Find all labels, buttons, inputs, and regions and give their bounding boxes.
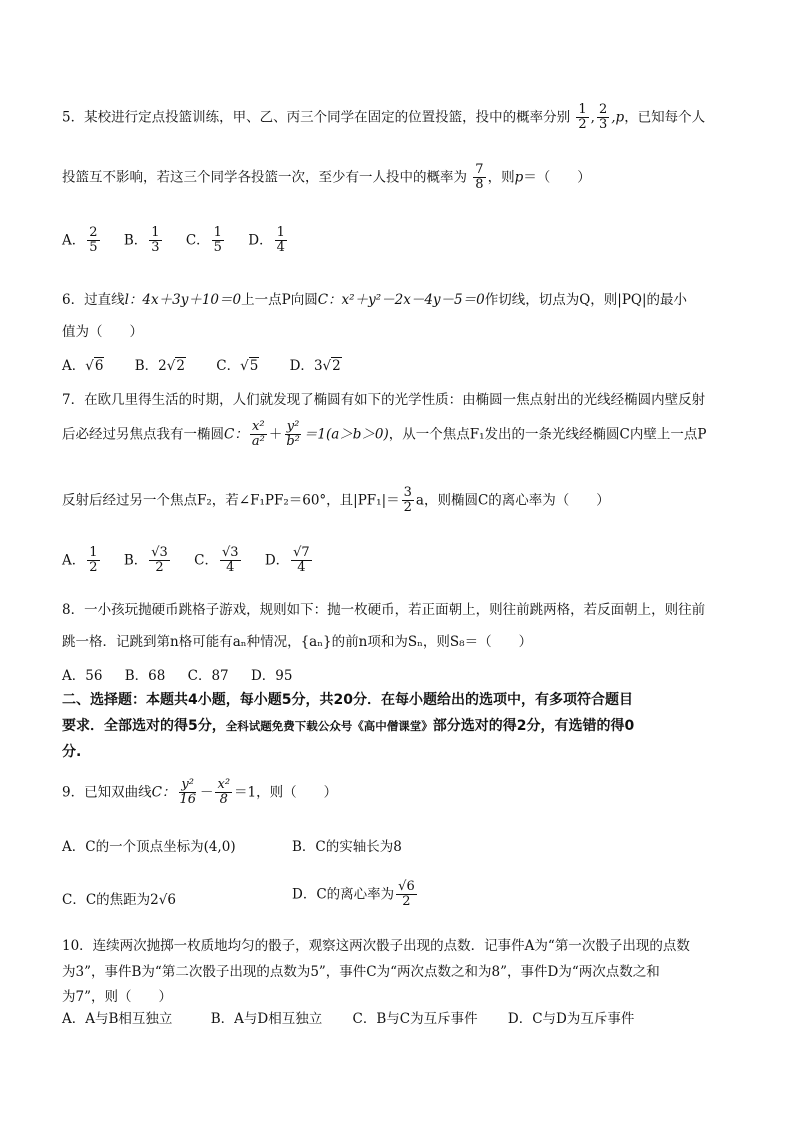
- q5-text-c: 投篮互不影响，若这三个同学各投篮一次，至少有一人投中的概率为: [62, 169, 467, 186]
- q9-c: C：: [151, 784, 176, 801]
- q5-text-a: 5．某校进行定点投篮训练，甲、乙、丙三个同学在固定的位置投篮，投中的概率分别: [62, 109, 571, 126]
- q8-option-d: D．95: [250, 668, 293, 684]
- section2-watermark: 全科试题免费下载公众号《高中僧课堂》: [225, 719, 433, 733]
- q5-frac2: $\frac{2}{3}$: [598, 102, 608, 133]
- q6-eq2: ：x²＋y²－2x－4y－5＝0: [328, 292, 485, 308]
- q10-line1: 10．连续两次抛掷一枚质地均匀的骰子，观察这两次骰子出现的点数．记事件A为“第一次骰子出现的点数: [62, 938, 690, 954]
- q6-option-a: A．√6: [62, 358, 104, 374]
- q7-text-c: 反射后经过另一个焦点F₂，若∠F₁PF₂＝60°，且|PF₁|＝: [62, 492, 400, 509]
- q7-option-d: D． $\frac{√7}{4}$: [264, 545, 310, 576]
- q6-text-b: 上一点P向圆: [241, 292, 318, 308]
- q5-p2: p: [514, 169, 524, 186]
- q5-line2: [62, 163, 591, 193]
- q6-option-c: C．√5: [216, 358, 259, 374]
- q8-options: [62, 664, 310, 684]
- q7-frac-32: $\frac{3}{2}$: [403, 485, 412, 516]
- q9-line1: [62, 778, 337, 808]
- section2-line3: 分.: [62, 744, 82, 760]
- q7-text-b: ，从一个焦点F₁发出的一条光线经椭圆C内壁上一点P: [388, 426, 707, 443]
- q9-option-b: B．C的实轴长为8: [292, 839, 402, 855]
- q5-line1: 5．某校进行定点投篮训练，甲、乙、丙三个同学在固定的位置投篮，投中的概率分别 $\frac{1}{2}$ , $\frac{2}{3}$ ,p，已知每个人: [62, 102, 706, 133]
- q5-text-e: ＝（ ）: [523, 169, 591, 186]
- q7-line3: [62, 486, 610, 516]
- q9-minus: －: [199, 784, 214, 801]
- section2-line1: 二、选择题：本题共4小题，每小题5分，共20分．在每小题给出的选项中，有多项符合题目: [62, 692, 633, 708]
- q5-option-a: A． $\frac{2}{5}$: [62, 225, 98, 256]
- q10-option-b: B．A与D相互独立: [210, 1011, 323, 1027]
- q7-option-c: C． $\frac{√3}{4}$: [194, 545, 239, 576]
- q6-l: l: [124, 292, 129, 308]
- q6-c: C: [317, 292, 329, 308]
- q8-line2: 跳一格．记跳到第n格可能有aₙ种情况，{aₙ}的前n项和为Sₙ，则S₈＝（ ）: [62, 634, 533, 650]
- q10-line3: 为7”，则（ ）: [62, 989, 172, 1005]
- q5-text-d: ，则: [487, 169, 515, 186]
- q9-option-d-frac: $\frac{√6}{2}$: [398, 879, 415, 910]
- q6-option-d: D．3√2: [289, 358, 341, 374]
- q9-text-a: 9．已知双曲线: [62, 784, 152, 801]
- q7-text-a: 后必经过另焦点我有一椭圆: [62, 426, 224, 443]
- q5-text-b: ，已知每个人: [624, 109, 706, 126]
- q5-option-c: C． $\frac{1}{5}$: [185, 225, 222, 256]
- q7-plus: ＋: [268, 426, 283, 443]
- q10-line2: 为3”，事件B为“第二次骰子出现的点数为5”，事件C为“两次点数之和为8”，事件D为“两次点数之和: [62, 964, 660, 980]
- q6-options: [62, 354, 360, 374]
- q5-options: [62, 226, 307, 256]
- q7-text-d: a，则椭圆C的离心率为（ ）: [415, 492, 610, 509]
- q9-frac-y: $\frac{\text{y²}}{16}$: [179, 777, 196, 808]
- q5-option-b: B． $\frac{1}{3}$: [123, 225, 160, 256]
- q7-eq-tail: ＝1(a＞b＞0): [303, 426, 389, 443]
- q8-option-c: C．87: [187, 668, 229, 684]
- q5-frac1: $\frac{1}{2}$: [578, 102, 587, 133]
- q7-frac-x: $\frac{\text{x²}}{\text{a²}}$: [251, 419, 265, 450]
- q10-options: [62, 1007, 652, 1027]
- q9-option-d-text: D．C的离心率为: [292, 886, 395, 903]
- section2-line2: [62, 715, 634, 735]
- q7-line1: 7．在欧几里得生活的时期，人们就发现了椭圆有如下的光学性质：由椭圆一焦点射出的光线经椭圆内壁反射: [62, 392, 706, 408]
- q9-option-c: C．C的焦距为2√6: [62, 892, 176, 908]
- q7-c: C：: [224, 426, 248, 443]
- q9-option-a: A．C的一个顶点坐标为(4,0): [62, 839, 236, 855]
- section2-text-b: 部分选对的得2分，有选错的得0: [432, 718, 635, 734]
- q5-frac3: $\frac{7}{8}$: [475, 162, 484, 193]
- q8-line1: 8．一小孩玩抛硬币跳格子游戏，规则如下：抛一枚硬币，若正面朝上，则往前跳两格，若反面朝上，则往前: [62, 602, 706, 618]
- q6-text-c: 作切线，切点为Q，则|PQ|的最小: [484, 292, 688, 308]
- q6-line2: 值为（ ）: [62, 324, 143, 340]
- q6-line1: [62, 288, 687, 308]
- q6-eq1: ：4x＋3y＋10＝0: [128, 292, 242, 308]
- q7-option-b: B． $\frac{√3}{2}$: [123, 545, 168, 576]
- q9-frac-x: $\frac{\text{x²}}{8}$: [217, 777, 231, 808]
- q6-option-b: B．2√2: [134, 358, 185, 374]
- q9-option-d: [292, 880, 419, 910]
- q10-option-c: C．B与C为互斥事件: [352, 1011, 478, 1027]
- q6-text-a: 6．过直线: [62, 292, 125, 308]
- q5-option-d: D． $\frac{1}{4}$: [248, 225, 285, 256]
- q9-text-b: ＝1，则（ ）: [234, 784, 338, 801]
- q8-option-b: B．68: [124, 668, 166, 684]
- q7-option-a: A． $\frac{1}{2}$: [62, 545, 98, 576]
- q7-line2: [62, 420, 706, 450]
- q5-p: ,p: [611, 109, 625, 126]
- section2-text-a: 要求．全部选对的得5分，: [62, 718, 226, 734]
- q7-frac-y: $\frac{\text{y²}}{\text{b²}}$: [286, 419, 300, 450]
- q10-option-d: D．C与D为互斥事件: [507, 1011, 635, 1027]
- q10-option-a: A．A与B相互独立: [62, 1011, 173, 1027]
- q8-option-a: A．56: [62, 668, 103, 684]
- q7-options: [62, 546, 332, 576]
